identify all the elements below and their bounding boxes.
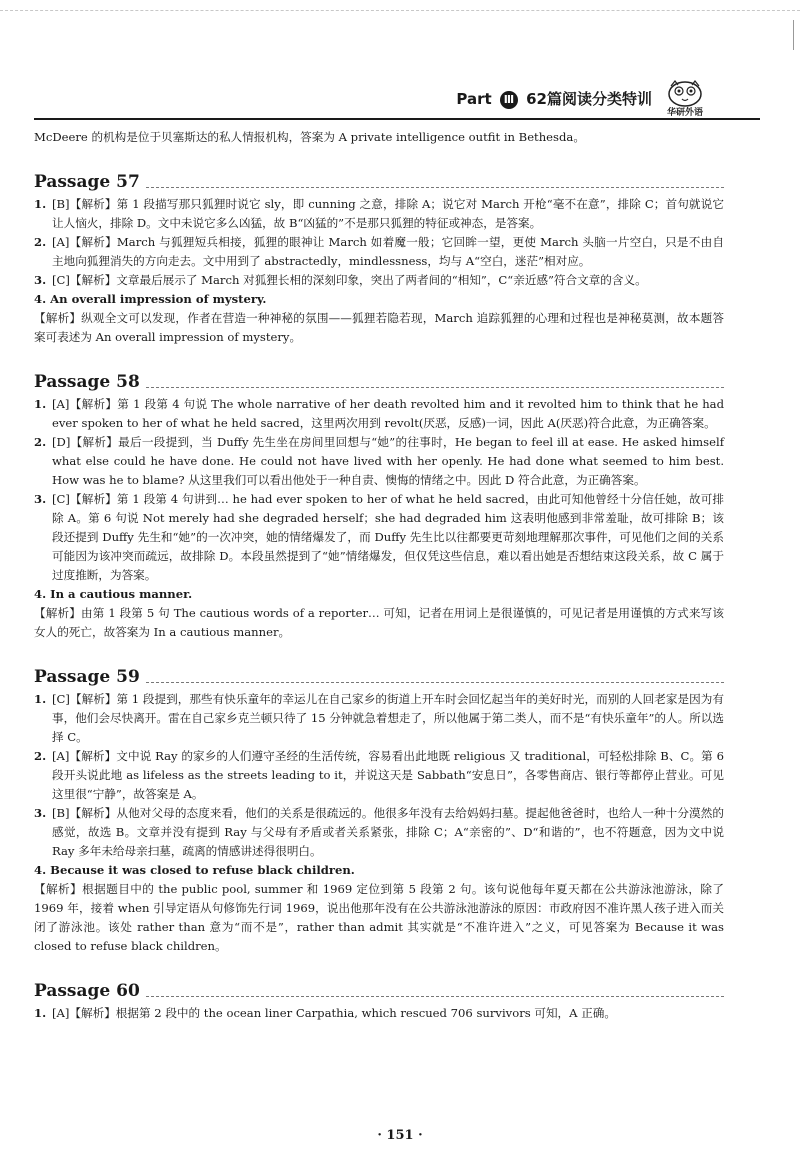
- answer-item: [34, 271, 724, 290]
- binding-mark: [793, 20, 794, 50]
- question-number: 3.: [34, 492, 47, 506]
- answer-item: [34, 804, 724, 861]
- short-answer-text: An overall impression of mystery.: [50, 292, 267, 306]
- analysis-text: 【解析】纵观全文可以发现，作者在营造一种神秘的氛围——狐狸若隐若现，March 追踪狐狸的心理和过程也是神秘莫测，故本题答案可表述为 An overall impression of mystery。: [34, 311, 724, 344]
- answer-text: [A]【解析】第 1 段第 4 句说 The whole narrative of her death revolted him and it revolted him to think that he had ever spoken to her of what he held sacred，这里两次用到 revolt(厌恶，反感)一词，因此 A(厌恶)符合此意，为正确答案。: [52, 397, 724, 430]
- answer-text: [A]【解析】March 与狐狸短兵相接，狐狸的眼神让 March 如着魔一般；它回眸一望，更使 March 头脑一片空白，只是不由自主地向狐狸消失的方向走去。文中用到了 abstractedly，mindlessness，均与 A“空白，迷茫”相对应。: [52, 235, 724, 268]
- owl-logo-icon: [660, 78, 710, 108]
- short-answer: [34, 290, 724, 309]
- question-number: 1.: [34, 197, 47, 211]
- answer-item: [34, 1004, 724, 1023]
- question-number: 2.: [34, 749, 47, 763]
- section-title: 62篇阅读分类特训: [526, 90, 652, 108]
- running-header: [0, 78, 800, 118]
- analysis-text: 【解析】根据题目中的 the public pool, summer 和 1969 定位到第 5 段第 2 句。该句说他每年夏天都在公共游泳池游泳，除了 1969 年，接着 when 引导定语从句修饰先行词 1969，说出他那年没有在公共游泳池游泳的原因：市政府因不准许黑人孩子进入而关闭了游泳池。该处 rather than 意为“而不是”，rather than admit 其实就是“不准许进入”之义，可见答案为 Because it was closed to refuse black children。: [34, 882, 724, 953]
- logo-text: 华研外语: [666, 108, 703, 118]
- publisher-logo: [660, 78, 710, 118]
- analysis-text: 【解析】由第 1 段第 5 句 The cautious words of a reporter… 可知，记者在用词上是很谨慎的，可见记者是用谨慎的方式来写该女人的死亡，故答案为 In a cautious manner。: [34, 606, 724, 639]
- answer-item: [34, 433, 724, 490]
- answer-item: [34, 690, 724, 747]
- passage-title: Passage 57: [34, 172, 140, 192]
- answer-text: [A]【解析】文中说 Ray 的家乡的人们遵守圣经的生活传统，容易看出此地既 religious 又 traditional，可轻松排除 B、C。第 6 段开头说此地 as lifeless as the streets leading to it，并说这天是 Sabbath“安息日”，各零售商店、银行等都停止营业。可见这里很“宁静”，故答案是 A。: [52, 749, 724, 801]
- dashed-rule: [146, 682, 724, 683]
- passage-heading: [34, 171, 724, 193]
- question-number: 1.: [34, 692, 47, 706]
- part-label: Part: [456, 90, 492, 108]
- question-number: 3.: [34, 806, 47, 820]
- answer-item: [34, 395, 724, 433]
- question-number: 2.: [34, 235, 47, 249]
- answer-text: [D]【解析】最后一段提到，当 Duffy 先生坐在房间里回想与“她”的往事时，He began to feel ill at ease. He asked himself what else could he have done. He could not have lived with her openly. He had done what seemed to him best. How was he to blame? 从这里我们可以看出他处于一种自责、懊悔的情绪之中。因此 D 符合此意，为正确答案。: [52, 435, 724, 487]
- answer-text: [C]【解析】文章最后展示了 March 对狐狸长相的深刻印象，突出了两者间的“相知”，C“亲近感”符合文章的含义。: [52, 273, 647, 287]
- answer-item: [34, 490, 724, 585]
- answer-text: [C]【解析】第 1 段第 4 句讲到… he had ever spoken to her of what he held sacred，由此可知他曾经十分信任她，故可排除 A。第 6 句说 Not merely had she degraded herself；she had degraded him 这表明他感到非常羞耻，故可排除 B；该段还提到 Duffy 先生和“她”的一次冲突，她的情绪爆发了，而 Duffy 先生比以往都要更苛刻地理解那次事件，可见他们之间的关系可能因为该冲突而疏远，故排除 D。本段虽然提到了“她”情绪爆发，但仅凭这些信息，难以看出她是否想结束这段关系，故 C 属于过度推断，为答案。: [52, 492, 724, 582]
- answer-item: [34, 233, 724, 271]
- short-answer: [34, 585, 724, 604]
- part-numeral-badge: Ⅲ: [500, 91, 518, 109]
- short-answer-text: In a cautious manner.: [50, 587, 193, 601]
- page-content: [34, 128, 724, 1023]
- question-number: 3.: [34, 273, 47, 287]
- answer-text: [A]【解析】根据第 2 段中的 the ocean liner Carpathia, which rescued 706 survivors 可知，A 正确。: [52, 1006, 616, 1020]
- answer-text: [B]【解析】第 1 段描写那只狐狸时说它 sly，即 cunning 之意，排除 A；说它对 March 开枪“毫不在意”，排除 C；首句就说它让人恼火，排除 D。文中未说它多么凶猛，故 B“凶猛的”不是那只狐狸的特征或神态，是答案。: [52, 197, 724, 230]
- header-rule: [34, 118, 760, 120]
- header-title: [456, 88, 652, 109]
- answer-item: [34, 195, 724, 233]
- passage-heading: [34, 666, 724, 688]
- passage-heading: [34, 371, 724, 393]
- top-dashed-rule: [0, 10, 800, 11]
- short-answer: [34, 861, 724, 880]
- answer-item: [34, 747, 724, 804]
- question-number: 1.: [34, 1006, 47, 1020]
- page-number: · 151 ·: [377, 1128, 423, 1143]
- answer-text: [B]【解析】从他对父母的态度来看，他们的关系是很疏远的。他很多年没有去给妈妈扫墓。提起他爸爸时，也给人一种十分漠然的感觉，故选 B。文章并没有提到 Ray 与父母有矛盾或者关系紧张，排除 C；A“亲密的”、D“和谐的”，也不符题意，因为文中说 Ray 多年未给母亲扫墓，疏离的情感讲述得很明白。: [52, 806, 724, 858]
- passage-title: Passage 58: [34, 372, 140, 392]
- question-number: 4.: [34, 292, 47, 306]
- question-number: 2.: [34, 435, 47, 449]
- question-number: 1.: [34, 397, 47, 411]
- passage-title: Passage 60: [34, 981, 140, 1001]
- question-number: 4.: [34, 587, 47, 601]
- passage-title: Passage 59: [34, 667, 140, 687]
- dashed-rule: [146, 187, 724, 188]
- dashed-rule: [146, 996, 724, 997]
- short-answer-text: Because it was closed to refuse black children.: [50, 863, 355, 877]
- answer-text: [C]【解析】第 1 段提到，那些有快乐童年的幸运儿在自己家乡的街道上开车时会回忆起当年的美好时光，而别的人回老家是因为有事，他们会尽快离开。雷在自己家乡克兰顿只待了 15 分钟就急着想走了，所以他属于第二类人，而不是“有快乐童年”的人。所以选择 C。: [52, 692, 724, 744]
- passage-heading: [34, 980, 724, 1002]
- dashed-rule: [146, 387, 724, 388]
- question-number: 4.: [34, 863, 47, 877]
- intro-paragraph: McDeere 的机构是位于贝塞斯达的私人情报机构，答案为 A private intelligence outfit in Bethesda。: [34, 130, 585, 144]
